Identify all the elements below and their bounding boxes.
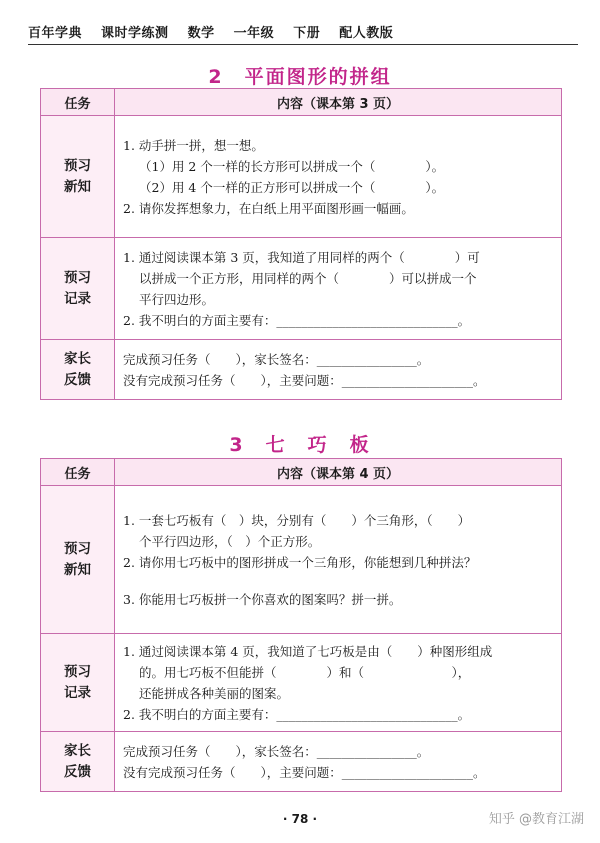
table-row (41, 634, 562, 732)
section-title: 3 七 巧 板 (229, 434, 371, 456)
content-line: 以拼成一个正方形，用同样的两个（ ）可以拼成一个 (139, 270, 477, 286)
table-row (41, 340, 562, 400)
content-line: 还能拼成各种美丽的图案。 (139, 685, 290, 701)
row-content (115, 634, 562, 732)
content-line: 没有完成预习任务（ ），主要问题：_____________________。 (123, 764, 486, 780)
content-line: （2）用 4 个一样的正方形可以拼成一个（ ）。 (139, 179, 445, 195)
row-label: 家长 反馈 (41, 340, 115, 400)
column-header-content: 内容（课本第 4 页） (115, 459, 562, 486)
task-table (40, 88, 562, 400)
content-line: 的。用七巧板不但能拼（ ）和（ ）， (139, 664, 471, 680)
content-line (123, 573, 553, 589)
column-header-task: 任务 (41, 459, 115, 486)
book-header (28, 22, 407, 41)
content-line: 平行四边形。 (139, 291, 215, 307)
page-number: · 78 · (282, 812, 318, 826)
content-line: 3. 你能用七巧板拼一个你喜欢的图案吗？拼一拼。 (123, 591, 402, 607)
watermark: 知乎 @教育江湖 (488, 812, 584, 827)
row-label: 预习 新知 (41, 486, 115, 634)
row-label: 家长 反馈 (41, 732, 115, 792)
row-label: 预习 记录 (41, 238, 115, 340)
table-row (41, 238, 562, 340)
section-title: 2 平面图形的拼组 (208, 66, 392, 88)
row-label: 预习 记录 (41, 634, 115, 732)
table-row (41, 116, 562, 238)
row-content (115, 486, 562, 634)
row-content (115, 238, 562, 340)
content-line: 2. 请你用七巧板中的图形拼成一个三角形，你能想到几种拼法？ (123, 554, 477, 570)
task-table (40, 458, 562, 792)
content-line: 2. 我不明白的方面主要有：_____________________________。 (123, 706, 471, 722)
content-line: （1）用 2 个一样的长方形可以拼成一个（ ）。 (139, 158, 445, 174)
row-content (115, 116, 562, 238)
header-series: 百年学典 (28, 26, 83, 41)
table-row (41, 486, 562, 634)
row-label: 预习 新知 (41, 116, 115, 238)
content-line: 1. 动手拼一拼，想一想。 (123, 137, 264, 153)
column-header-task: 任务 (41, 89, 115, 116)
table-row (41, 732, 562, 792)
content-line: 2. 请你发挥想象力，在白纸上用平面图形画一幅画。 (123, 200, 414, 216)
content-line: 1. 通过阅读课本第 3 页，我知道了用同样的两个（ ）可 (123, 249, 480, 265)
header-edition: 配人教版 (339, 26, 394, 41)
header-rule (28, 44, 578, 45)
header-volume: 下册 (293, 26, 321, 41)
content-line: 2. 我不明白的方面主要有：_____________________________。 (123, 312, 471, 328)
content-line: 没有完成预习任务（ ），主要问题：_____________________。 (123, 372, 486, 388)
content-line: 1. 通过阅读课本第 4 页，我知道了七巧板是由（ ）种图形组成 (123, 643, 493, 659)
content-line: 完成预习任务（ ），家长签名：________________。 (123, 351, 430, 367)
header-book: 课时学练测 (101, 26, 169, 41)
header-grade: 一年级 (233, 26, 275, 41)
column-header-content: 内容（课本第 3 页） (115, 89, 562, 116)
content-line: 个平行四边形，（ ）个正方形。 (139, 533, 321, 549)
header-subject: 数学 (187, 26, 215, 41)
row-content (115, 340, 562, 400)
content-line: 完成预习任务（ ），家长签名：________________。 (123, 743, 430, 759)
content-line: 1. 一套七巧板有（ ）块，分别有（ ）个三角形，（ ） (123, 512, 471, 528)
row-content (115, 732, 562, 792)
